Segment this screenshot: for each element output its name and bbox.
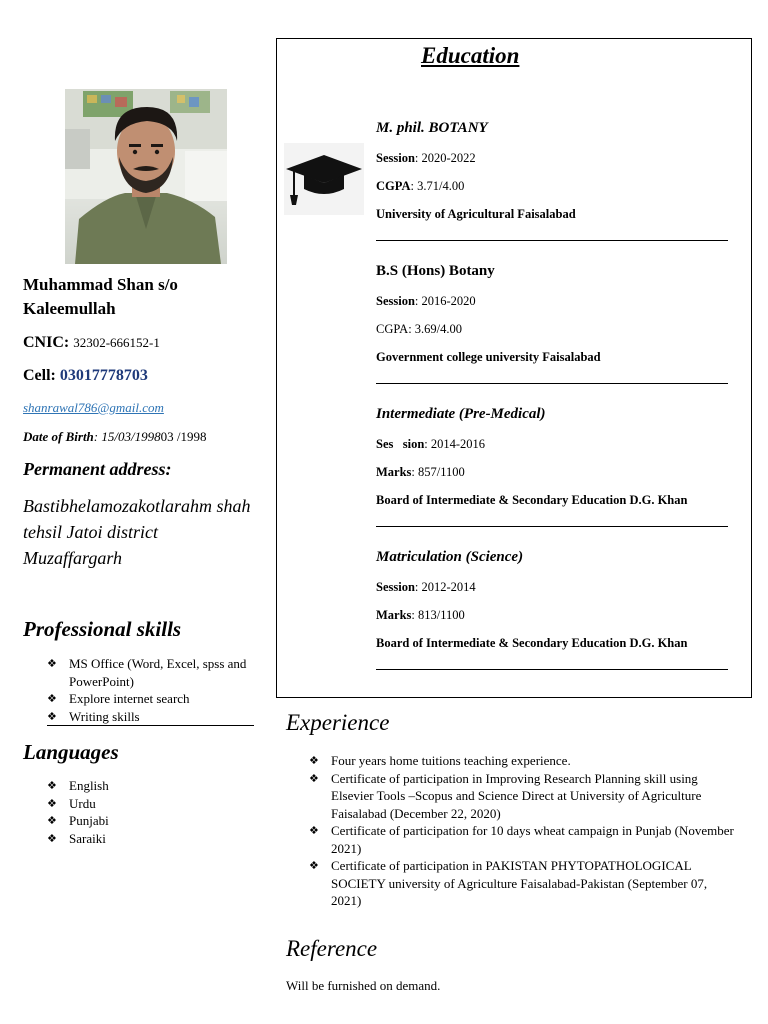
cgpa-row bbox=[376, 172, 728, 200]
row-value: : 2014-2016 bbox=[424, 437, 486, 451]
experience-heading: Experience bbox=[286, 710, 390, 735]
list-item: ❖ Writing skills bbox=[47, 708, 257, 726]
experience-list bbox=[309, 752, 739, 910]
institution: University of Agricultural Faisalabad bbox=[376, 207, 576, 221]
divider bbox=[376, 669, 728, 670]
list-item: ❖ English bbox=[47, 777, 247, 795]
row-label: Ses sion bbox=[376, 437, 425, 451]
list-item: ❖ Certificate of participation in Improving Research Planning skill using Elsevier Tools –Scopus and Science Direct at University of Agriculture Faisalabad (December 22, 2020) bbox=[309, 770, 739, 823]
divider bbox=[376, 240, 728, 241]
divider bbox=[47, 725, 254, 726]
education-entry bbox=[376, 404, 728, 527]
cell-label: Cell: bbox=[23, 367, 56, 384]
reference-text: Will be furnished on demand. bbox=[286, 978, 441, 993]
institution: Board of Intermediate & Secondary Education D.G. Khan bbox=[376, 636, 688, 650]
list-item: ❖ Urdu bbox=[47, 795, 247, 813]
marks-row bbox=[376, 601, 728, 629]
graduation-cap-icon bbox=[284, 143, 364, 215]
dob-value: : 15/03/1998 bbox=[93, 429, 161, 444]
degree-title: Matriculation (Science) bbox=[376, 549, 524, 565]
row-value: : 3.71/4.00 bbox=[410, 179, 465, 193]
marks-row bbox=[376, 458, 728, 486]
row-label: Marks bbox=[376, 465, 412, 479]
divider bbox=[376, 383, 728, 384]
reference-heading: Reference bbox=[286, 936, 378, 961]
permanent-address: Bastibhelamozakotlarahm shah tehsil Jatoi district Muzaffargarh bbox=[23, 496, 251, 568]
row-label: Marks bbox=[376, 608, 412, 622]
list-item: ❖ Punjabi bbox=[47, 812, 247, 830]
row-value: : 2020-2022 bbox=[414, 151, 476, 165]
list-item: ❖ MS Office (Word, Excel, spss and PowerPoint) bbox=[47, 655, 257, 690]
profile-name: Muhammad Shan s/o Kaleemullah bbox=[23, 275, 178, 318]
row-label: Session bbox=[376, 580, 415, 594]
dob-label: Date of Birth bbox=[23, 429, 94, 444]
row-label: Session bbox=[376, 294, 415, 308]
degree-title: B.S (Hons) Botany bbox=[376, 263, 495, 279]
cell-number: 03017778703 bbox=[59, 367, 148, 384]
list-item: ❖ Certificate of participation for 10 days wheat campaign in Punjab (November 2021) bbox=[309, 822, 739, 857]
divider bbox=[376, 526, 728, 527]
education-entry bbox=[376, 261, 728, 384]
education-entry bbox=[376, 118, 728, 241]
session-row bbox=[376, 287, 728, 315]
cell-line bbox=[23, 367, 148, 385]
list-item: ❖ Saraiki bbox=[47, 830, 247, 848]
education-entry bbox=[376, 547, 728, 670]
cnic-value: 32302-666152-1 bbox=[73, 335, 160, 350]
skills-heading: Professional skills bbox=[23, 617, 182, 641]
dob-value-extra: 03 /1998 bbox=[160, 429, 207, 444]
institution: Government college university Faisalabad bbox=[376, 350, 601, 364]
list-item: ❖ Four years home tuitions teaching experience. bbox=[309, 752, 739, 770]
degree-title: Intermediate (Pre-Medical) bbox=[376, 406, 546, 422]
skills-list bbox=[47, 655, 257, 725]
row-label: CGPA bbox=[376, 179, 411, 193]
session-row bbox=[376, 430, 728, 458]
degree-title: M. phil. BOTANY bbox=[376, 120, 488, 136]
row-value: : 857/1100 bbox=[411, 465, 465, 479]
cnic-line bbox=[23, 334, 160, 352]
row-label: Session bbox=[376, 151, 415, 165]
permanent-address-title: Permanent address: bbox=[23, 459, 172, 479]
session-row bbox=[376, 573, 728, 601]
date-of-birth bbox=[23, 429, 206, 445]
email-link[interactable]: shanrawal786@gmail.com bbox=[23, 400, 164, 415]
profile-photo bbox=[65, 89, 227, 264]
list-item: ❖ Explore internet search bbox=[47, 690, 257, 708]
education-heading: Education bbox=[421, 43, 520, 68]
list-item: ❖ Certificate of participation in PAKISTAN PHYTOPATHOLOGICAL SOCIETY university of Agriculture Faisalabad-Pakistan (September 07, 2021) bbox=[309, 857, 739, 910]
languages-list bbox=[47, 777, 247, 847]
cgpa-row bbox=[376, 315, 728, 343]
row-value: : 813/1100 bbox=[411, 608, 465, 622]
session-row bbox=[376, 144, 728, 172]
row-value: : 2012-2014 bbox=[414, 580, 476, 594]
row-value: CGPA: 3.69/4.00 bbox=[376, 322, 463, 336]
institution: Board of Intermediate & Secondary Education D.G. Khan bbox=[376, 493, 688, 507]
languages-heading: Languages bbox=[23, 740, 119, 764]
cnic-label: CNIC: bbox=[23, 334, 70, 351]
row-value: : 2016-2020 bbox=[414, 294, 476, 308]
